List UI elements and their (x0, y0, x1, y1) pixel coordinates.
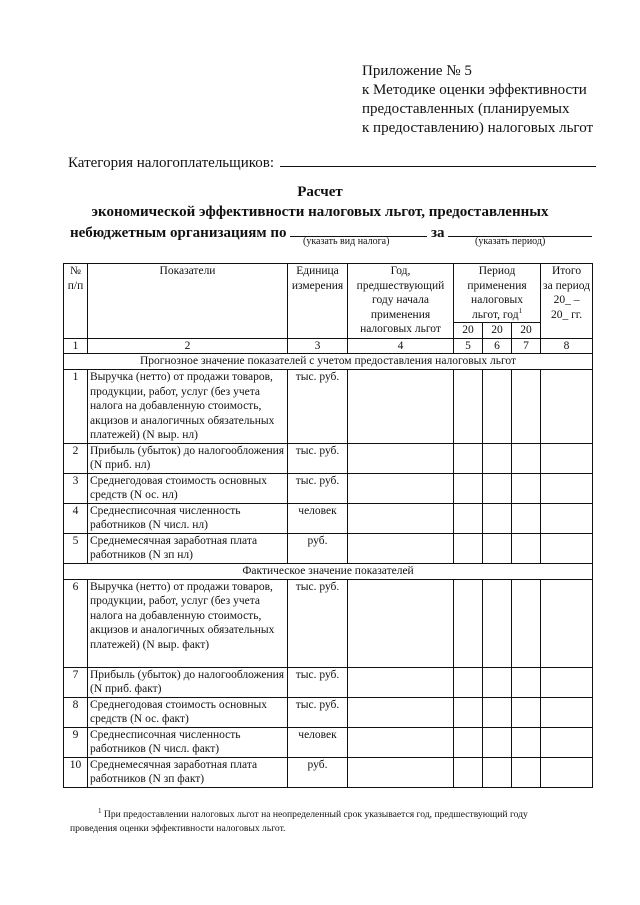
tax-type-blank-line[interactable] (290, 221, 427, 237)
row-number: 10 (64, 757, 88, 787)
footnote-mark: 1 (98, 806, 102, 815)
row-value-prior-year[interactable] (348, 533, 454, 563)
col-index: 4 (348, 338, 454, 354)
row-value-total[interactable] (541, 533, 593, 563)
section-forecast-row (64, 354, 593, 370)
row-value-prior-year[interactable] (348, 697, 454, 727)
row-unit: человек (288, 503, 348, 533)
subtitle2-text-b: за (431, 225, 445, 241)
row-indicator: Среднесписочная численность работников (N числ. нл) (88, 503, 288, 533)
col-index: 1 (64, 338, 88, 354)
row-value-year-2[interactable] (483, 667, 512, 697)
row-value-total[interactable] (541, 727, 593, 757)
header-year-c: 20 (512, 323, 541, 339)
appendix-line-2: к Методике оценки эффективности (362, 82, 587, 98)
col-index: 8 (541, 338, 593, 354)
footnote-line-2: проведения оценки эффективности налоговых льгот. (70, 823, 286, 834)
table-row (64, 473, 593, 503)
row-value-total[interactable] (541, 667, 593, 697)
header-indicators: Показатели (88, 264, 288, 339)
row-value-prior-year[interactable] (348, 473, 454, 503)
hint-period: (указать период) (475, 236, 546, 247)
row-indicator: Выручка (нетто) от продажи товаров, продукции, работ, услуг (без учета налога на добавленную стоимость, акцизов и аналогичных обязательных платежей) (N выр. нл) (88, 370, 288, 444)
row-value-total[interactable] (541, 757, 593, 787)
row-value-year-1[interactable] (454, 667, 483, 697)
row-value-year-3[interactable] (512, 443, 541, 473)
row-number: 7 (64, 667, 88, 697)
indicators-table (63, 263, 593, 788)
row-value-total[interactable] (541, 697, 593, 727)
table-row (64, 503, 593, 533)
col-index: 6 (483, 338, 512, 354)
table-row (64, 757, 593, 787)
table-row (64, 667, 593, 697)
row-value-year-3[interactable] (512, 579, 541, 667)
appendix-line-3: предоставленных (планируемых (362, 101, 570, 117)
category-blank-line[interactable] (280, 151, 596, 167)
row-value-year-2[interactable] (483, 533, 512, 563)
row-indicator: Среднегодовая стоимость основных средств (N ос. нл) (88, 473, 288, 503)
row-value-year-1[interactable] (454, 579, 483, 667)
row-value-year-3[interactable] (512, 533, 541, 563)
row-value-prior-year[interactable] (348, 727, 454, 757)
row-value-total[interactable] (541, 503, 593, 533)
section-forecast-title: Прогнозное значение показателей с учетом предоставления налоговых льгот (64, 354, 593, 370)
row-value-year-3[interactable] (512, 503, 541, 533)
col-index: 3 (288, 338, 348, 354)
row-value-prior-year[interactable] (348, 579, 454, 667)
appendix-line-1: Приложение № 5 (362, 63, 472, 79)
col-index: 7 (512, 338, 541, 354)
row-indicator: Среднесписочная численность работников (N числ. факт) (88, 727, 288, 757)
table-row (64, 579, 593, 667)
header-unit: Единица измерения (288, 264, 348, 339)
header-year-a: 20 (454, 323, 483, 339)
hint-tax-type: (указать вид налога) (303, 236, 390, 247)
appendix-line-4: к предоставлению) налоговых льгот (362, 120, 594, 136)
row-unit: тыс. руб. (288, 579, 348, 667)
row-value-year-1[interactable] (454, 727, 483, 757)
row-value-prior-year[interactable] (348, 667, 454, 697)
row-value-total[interactable] (541, 443, 593, 473)
row-value-year-3[interactable] (512, 697, 541, 727)
row-value-prior-year[interactable] (348, 443, 454, 473)
row-unit: тыс. руб. (288, 370, 348, 444)
row-number: 5 (64, 533, 88, 563)
row-value-prior-year[interactable] (348, 503, 454, 533)
header-row (64, 264, 593, 323)
row-value-year-1[interactable] (454, 697, 483, 727)
col-index: 5 (454, 338, 483, 354)
row-indicator: Выручка (нетто) от продажи товаров, продукции, работ, услуг (без учета налога на добавленную стоимость, акцизов и аналогичных обязательных платежей) (N выр. факт) (88, 579, 288, 667)
row-value-year-3[interactable] (512, 727, 541, 757)
row-value-year-1[interactable] (454, 757, 483, 787)
row-unit: человек (288, 727, 348, 757)
table-row (64, 727, 593, 757)
row-indicator: Прибыль (убыток) до налогообложения (N приб. факт) (88, 667, 288, 697)
row-value-year-1[interactable] (454, 370, 483, 444)
section-actual-row (64, 563, 593, 579)
header-year-b: 20 (483, 323, 512, 339)
appendix-note (362, 62, 593, 138)
row-indicator: Среднегодовая стоимость основных средств (N ос. факт) (88, 697, 288, 727)
row-number: 1 (64, 370, 88, 444)
row-value-year-3[interactable] (512, 370, 541, 444)
row-number: 8 (64, 697, 88, 727)
category-label: Категория налогоплательщиков: (68, 155, 275, 171)
col-index: 2 (88, 338, 288, 354)
row-indicator: Среднемесячная заработная плата работников (N зп нл) (88, 533, 288, 563)
document-title: Расчет (297, 184, 343, 200)
category-field (68, 151, 596, 172)
row-unit: руб. (288, 533, 348, 563)
footnote-line-1: При предоставлении налоговых льгот на неопределенный срок указывается год, предшествующий году (103, 809, 528, 820)
row-value-year-2[interactable] (483, 757, 512, 787)
table-row (64, 443, 593, 473)
row-unit: тыс. руб. (288, 443, 348, 473)
row-value-year-3[interactable] (512, 757, 541, 787)
table-row (64, 697, 593, 727)
row-number: 6 (64, 579, 88, 667)
row-value-year-3[interactable] (512, 473, 541, 503)
row-value-year-2[interactable] (483, 727, 512, 757)
row-value-year-1[interactable] (454, 503, 483, 533)
row-value-year-2[interactable] (483, 579, 512, 667)
row-number: 9 (64, 727, 88, 757)
row-indicator: Среднемесячная заработная плата работников (N зп факт) (88, 757, 288, 787)
row-value-year-1[interactable] (454, 533, 483, 563)
row-value-year-2[interactable] (483, 443, 512, 473)
row-value-year-3[interactable] (512, 667, 541, 697)
row-unit: тыс. руб. (288, 473, 348, 503)
footnote (98, 806, 610, 823)
row-value-year-2[interactable] (483, 697, 512, 727)
row-number: 4 (64, 503, 88, 533)
row-number: 3 (64, 473, 88, 503)
row-value-prior-year[interactable] (348, 757, 454, 787)
document-subtitle-1: экономической эффективности налоговых льгот, предоставленных (91, 204, 549, 220)
header-prior-year: Год, предшествующий году начала применения налоговых льгот (348, 264, 454, 339)
section-actual-title: Фактическое значение показателей (64, 563, 593, 579)
row-value-year-2[interactable] (483, 370, 512, 444)
subtitle2-text-a: небюджетным организациям по (70, 225, 287, 241)
row-value-year-2[interactable] (483, 473, 512, 503)
row-value-year-1[interactable] (454, 473, 483, 503)
row-indicator: Прибыль (убыток) до налогообложения (N приб. нл) (88, 443, 288, 473)
header-total: Итого за период 20_ – 20_ гг. (541, 264, 593, 339)
header-number: № п/п (64, 264, 88, 339)
table-row (64, 370, 593, 444)
period-blank-line[interactable] (448, 221, 592, 237)
row-value-total[interactable] (541, 579, 593, 667)
column-index-row (64, 338, 593, 354)
row-value-year-2[interactable] (483, 503, 512, 533)
row-value-year-1[interactable] (454, 443, 483, 473)
row-unit: тыс. руб. (288, 697, 348, 727)
header-period: Период применения налоговых льгот, год$^1$ (454, 264, 541, 323)
row-value-prior-year[interactable] (348, 370, 454, 444)
row-value-total[interactable] (541, 473, 593, 503)
row-value-total[interactable] (541, 370, 593, 444)
row-number: 2 (64, 443, 88, 473)
table-row (64, 533, 593, 563)
row-unit: тыс. руб. (288, 667, 348, 697)
row-unit: руб. (288, 757, 348, 787)
